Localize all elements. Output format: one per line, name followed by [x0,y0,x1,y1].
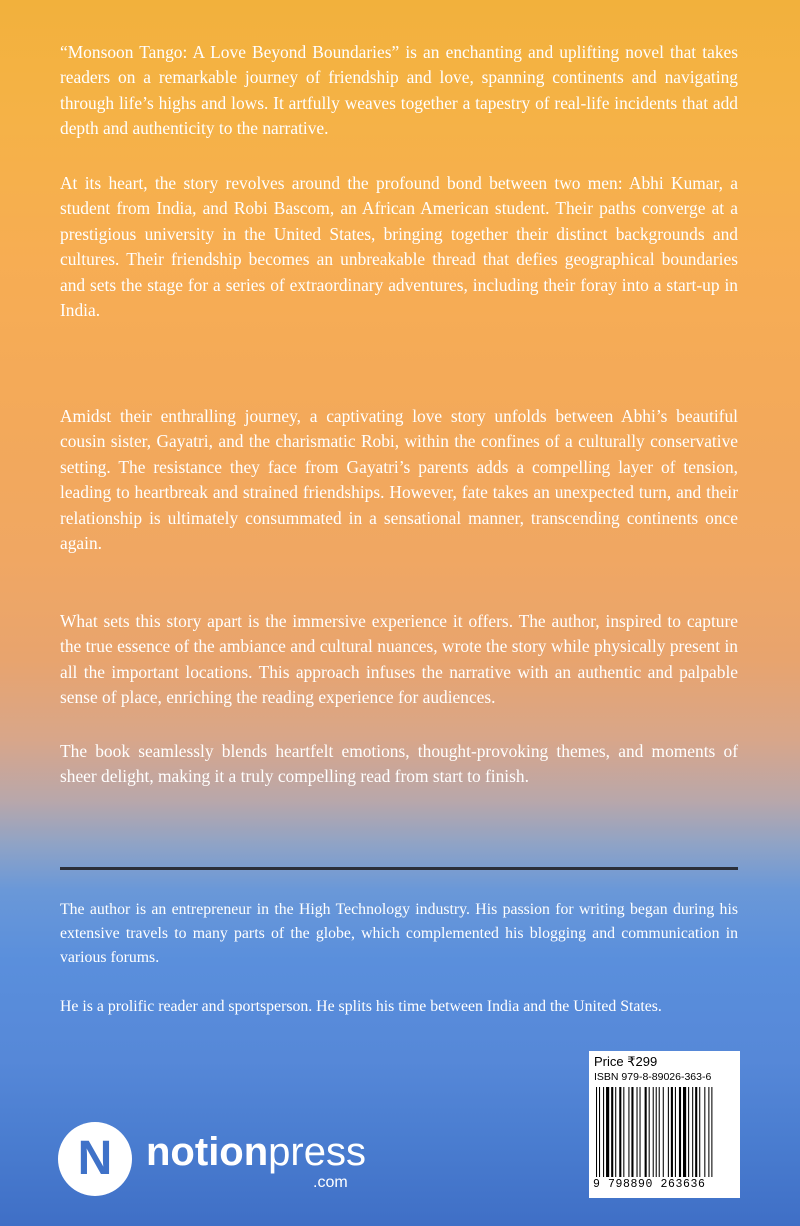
logo-mark-letter: N [77,1132,113,1185]
barcode-bar [623,1087,624,1177]
barcode-bar [640,1087,641,1177]
barcode-bar [656,1087,657,1177]
publisher-name [146,1130,366,1174]
barcode-bar [671,1087,673,1177]
barcode-bar [659,1087,660,1177]
barcode-bars-icon [594,1087,735,1177]
barcode-bar [668,1087,669,1177]
barcode-bar [688,1087,689,1177]
barcode-bar [628,1087,629,1177]
blurb-paragraph-3 [60,404,738,556]
barcode-bar [596,1087,597,1177]
section-divider [60,867,738,870]
publisher-domain: .com [313,1174,348,1191]
blurb-text: At its heart, the story revolves around the profound bond between two men: Abhi Kumar, a student from India, and Robi Bascom, an African American student. Their paths converge at a prestigious university in the United States, bringing together their distinct backgrounds and cultures. Their friendship becomes an unbreakable thread that defies geographical boundaries and sets the stage for a series of extraordinary adventures, including their foray into a start-up in India. [60,173,738,321]
author-bio-text: He is a prolific reader and sportsperson. He splits his time between India and the United States. [60,998,662,1015]
barcode-bar [637,1087,638,1177]
barcode-label [589,1051,740,1198]
barcode-bar [619,1087,621,1177]
publisher-name-bold: notion [146,1130,269,1174]
blurb-text: “Monsoon Tango: A Love Beyond Boundaries” is an enchanting and uplifting novel that takes readers on a remarkable journey of friendship and love, spanning continents and navigating through life’s highs and lows. It artfully weaves together a tapestry of real-life incidents that add depth and authenticity to the narrative. [60,42,738,139]
blurb-paragraph-4 [60,609,738,711]
author-bio-paragraph-2 [60,995,738,1019]
author-bio-text: The author is an entrepreneur in the High Technology industry. His passion for writing began during his extensive travels to many parts of the globe, which complemented his blogging and communication in various forums. [60,901,738,966]
blurb-text: Amidst their enthralling journey, a captivating love story unfolds between Abhi’s beautiful cousin sister, Gayatri, and the charismatic Robi, within the confines of a culturally conservative setting. The resistance they face from Gayatri’s parents adds a compelling layer of tension, leading to heartbreak and strained friendships. However, fate takes an unexpected turn, and their relationship is ultimately consummated in a sensational manner, transcending continents once again. [60,406,738,554]
publisher-logo-mark-icon [58,1122,132,1196]
barcode-bar [704,1087,705,1177]
blurb-paragraph-2 [60,171,738,323]
barcode-bar [603,1087,604,1177]
barcode-bar [695,1087,697,1177]
blurb-text: What sets this story apart is the immersive experience it offers. The author, inspired to capture the true essence of the ambiance and cultural nuances, wrote the story while physically present in all the important locations. This approach infuses the narrative with an authentic and palpable sense of place, enriching the reading experience for audiences. [60,611,738,708]
barcode-bar [606,1087,609,1177]
publisher-logo [58,1120,398,1200]
barcode-bar [692,1087,693,1177]
barcode-bar [649,1087,650,1177]
barcode-bar [599,1087,600,1177]
blurb-text: The book seamlessly blends heartfelt emotions, thought-provoking themes, and moments of sheer delight, making it a truly compelling read from start to finish. [60,741,738,787]
barcode-bar [663,1087,664,1177]
barcode-bar [615,1087,616,1177]
barcode-bar [683,1087,686,1177]
barcode-bar [711,1087,712,1177]
barcode-bar [645,1087,647,1177]
price-label: Price ₹299 [594,1054,658,1069]
barcode-digits: 9 798890 263636 [593,1178,706,1191]
barcode-bar [679,1087,681,1177]
barcode-bar [611,1087,613,1177]
barcode-bar [631,1087,633,1177]
barcode-bar [675,1087,676,1177]
blurb-paragraph-1 [60,40,738,142]
blurb-paragraph-5 [60,739,738,790]
isbn-label: ISBN 979-8-89026-363-6 [594,1071,712,1083]
barcode-bar [708,1087,709,1177]
author-bio-paragraph-1 [60,898,738,970]
barcode-bar [653,1087,654,1177]
publisher-name-regular: press [268,1130,366,1174]
barcode-bar [699,1087,700,1177]
